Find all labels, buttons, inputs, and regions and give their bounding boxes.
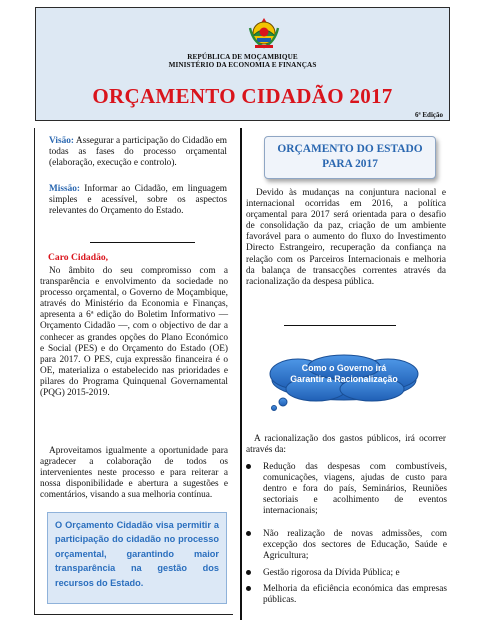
bullet-icon [246,464,251,469]
budget-title-line2: PARA 2017 [322,158,378,170]
mission-statement [49,184,227,217]
page-title: ORÇAMENTO CIDADÃO 2017 [92,84,393,108]
section-divider [90,242,195,243]
vision-statement [49,136,227,169]
mission-text: Informar ao Cidadão, em linguagem simples e acessível, sobre os aspectos relevantes do Orçamento do Estado. [49,184,227,217]
budget-paragraph: Devido às mudanças na conjuntura nacional e internacional ocorridas em 2016, a política orçamental para 2017 será orientada para o desafio de consolidação da paz, criação de um ambiente favorável para o aumento do fluxo do Investimento Directo Estrangeiro, recuperação da confiança na relação com os Parceiros Internacionais e melhoria da balança de transacções correntes através da racionalização da despesa pública. [246,188,446,287]
list-item-text: Melhoria da eficiência económica das empresas públicas. [263,584,447,606]
budget-title-line1: ORÇAMENTO DO ESTADO [277,143,423,155]
list-item-text: Gestão rigorosa da Dívida Pública; e [263,568,400,578]
cloud-line1: Como o Governo irá [301,363,387,373]
cloud-line2: Garantir a Racionalização [290,374,398,384]
masthead [35,7,450,121]
cloud-callout-text [258,363,430,385]
ministry-name: MINISTÉRIO DA ECONOMIA E FINANÇAS [168,61,317,69]
budget-title-box [264,136,436,179]
rationalization-intro: A racionalização dos gastos públicos, irá ocorrer através da: [246,434,446,456]
mozambique-emblem-icon [247,16,281,50]
list-item-text: Não realização de novas admissões, com excepção dos sectores de Educação, Saúde e Agricultura; [263,529,447,562]
thanks-paragraph: Aproveitamos igualmente a oportunidade para agradecer a colaboração de todos os intervenientes neste processo e para reiterar a nossa disponibilidade e abertura a sugestões e comentários, visando a sua melhoria contínua. [40,446,228,501]
left-column [34,128,233,615]
bullet-icon [246,586,251,591]
edition-label: 6ª Edição [415,111,443,119]
highlight-quote-box [47,512,227,604]
mission-label: Missão: [49,184,80,194]
bullet-icon [246,531,251,536]
column-divider [240,128,242,620]
section-divider [284,325,396,326]
republic-name: REPÚBLICA DE MOÇAMBIQUE [187,53,298,61]
greeting: Caro Cidadão, [48,252,109,263]
vision-text: Assegurar a participação do Cidadão em todas as fases do processo orçamental (elaboração, execução e controlo). [49,136,227,169]
intro-paragraph: No âmbito do seu compromisso com a transparência e envolvimento da sociedade no processo orçamental, o Governo de Moçambique, através do Ministério da Economia e Finanças, apresenta a 6ª edição do Boletim Informativo — Orçamento Cidadão —, com o objectivo de dar a conhecer as grandes opções do Plano Económico e Social (PES) e do Orçamento do Estado (OE) para 2017. O PES, cuja expressão financeira é o OE, materializa o estabelecido nas prioridades e pilares do Programa Quinquenal Governamental (PQG) 2015-2019. [40,266,228,399]
right-column [246,128,448,620]
list-item-text: Redução das despesas com combustíveis, comunicações, viagens, ajudas de custo para dentro e fora do país, Seminários, Reuniões sectoriais e acolhimento de eventos internacionais; [263,462,447,517]
bullet-icon [246,570,251,575]
vision-label: Visão: [49,136,74,146]
highlight-quote: O Orçamento Cidadão visa permitir a participação do cidadão no processo orçamental, garantindo maior transparência na gestão dos recursos do Estado. [55,520,219,588]
